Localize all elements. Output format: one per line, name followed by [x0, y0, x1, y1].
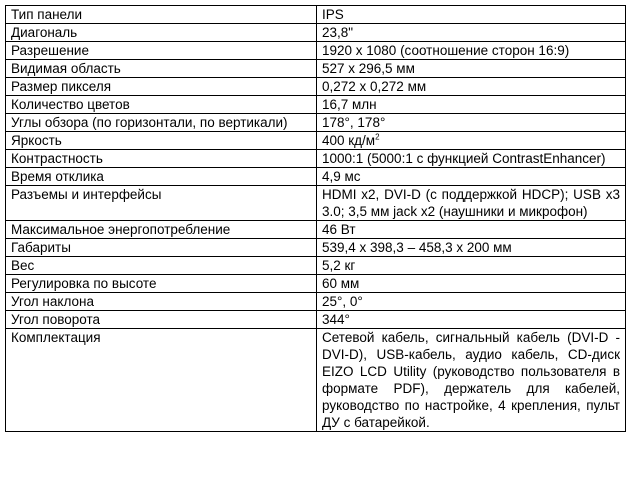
spec-label: Угол поворота: [6, 311, 317, 329]
spec-row-brightness: [6, 132, 626, 150]
spec-row-diagonal: [6, 24, 626, 42]
spec-value: Сетевой кабель, сигнальный кабель (DVI-D - DVI-D), USB-кабель, аудио кабель, CD-диск EIZO LCD Utility (руководство пользователя в формате PDF), держатель для кабелей, руководство по настройке, 4 крепления, пульт ДУ с батарейкой.: [317, 329, 626, 432]
spec-value: 1000:1 (5000:1 с функцией ContrastEnhancer): [317, 150, 626, 168]
spec-value: 23,8": [317, 24, 626, 42]
spec-label: Разъемы и интерфейсы: [6, 186, 317, 221]
spec-value-text: 400 кд/м: [322, 133, 376, 148]
spec-value: 4,9 мс: [317, 168, 626, 186]
spec-value: HDMI x2, DVI-D (с поддержкой HDCP); USB x3 3.0; 3,5 мм jack x2 (наушники и микрофон): [317, 186, 626, 221]
spec-value: 0,272 x 0,272 мм: [317, 78, 626, 96]
spec-label: Регулировка по высоте: [6, 275, 317, 293]
spec-row-package: [6, 329, 626, 432]
spec-label: Габариты: [6, 239, 317, 257]
spec-row-height-adjust: [6, 275, 626, 293]
spec-row-dimensions: [6, 239, 626, 257]
spec-value: 5,2 кг: [317, 257, 626, 275]
spec-label: Разрешение: [6, 42, 317, 60]
spec-value: 1920 x 1080 (соотношение сторон 16:9): [317, 42, 626, 60]
spec-row-colors: [6, 96, 626, 114]
spec-label: Контрастность: [6, 150, 317, 168]
spec-value: 178°, 178°: [317, 114, 626, 132]
spec-row-tilt: [6, 293, 626, 311]
spec-label: Время отклика: [6, 168, 317, 186]
spec-value: 46 Вт: [317, 221, 626, 239]
spec-label: Вес: [6, 257, 317, 275]
spec-value: IPS: [317, 6, 626, 24]
spec-label: Максимальное энергопотребление: [6, 221, 317, 239]
spec-value: 25°, 0°: [317, 293, 626, 311]
spec-row-weight: [6, 257, 626, 275]
spec-table: [5, 5, 626, 432]
spec-value: 527 x 296,5 мм: [317, 60, 626, 78]
spec-label: Количество цветов: [6, 96, 317, 114]
spec-row-pixel-size: [6, 78, 626, 96]
spec-value-superscript: 2: [375, 132, 380, 142]
spec-row-resolution: [6, 42, 626, 60]
spec-value: 539,4 x 398,3 – 458,3 x 200 мм: [317, 239, 626, 257]
spec-label: Размер пикселя: [6, 78, 317, 96]
spec-label: Комплектация: [6, 329, 317, 432]
spec-label: Углы обзора (по горизонтали, по вертикали): [6, 114, 317, 132]
spec-row-contrast: [6, 150, 626, 168]
spec-label: Диагональ: [6, 24, 317, 42]
spec-value: 16,7 млн: [317, 96, 626, 114]
spec-row-swivel: [6, 311, 626, 329]
spec-row-power: [6, 221, 626, 239]
spec-label: Видимая область: [6, 60, 317, 78]
spec-row-viewing-angles: [6, 114, 626, 132]
spec-row-response-time: [6, 168, 626, 186]
spec-label: Тип панели: [6, 6, 317, 24]
spec-label: Угол наклона: [6, 293, 317, 311]
spec-row-visible-area: [6, 60, 626, 78]
spec-label: Яркость: [6, 132, 317, 150]
spec-value: 344°: [317, 311, 626, 329]
spec-row-interfaces: [6, 186, 626, 221]
spec-row-panel-type: [6, 6, 626, 24]
spec-value: [317, 132, 626, 150]
spec-value: 60 мм: [317, 275, 626, 293]
